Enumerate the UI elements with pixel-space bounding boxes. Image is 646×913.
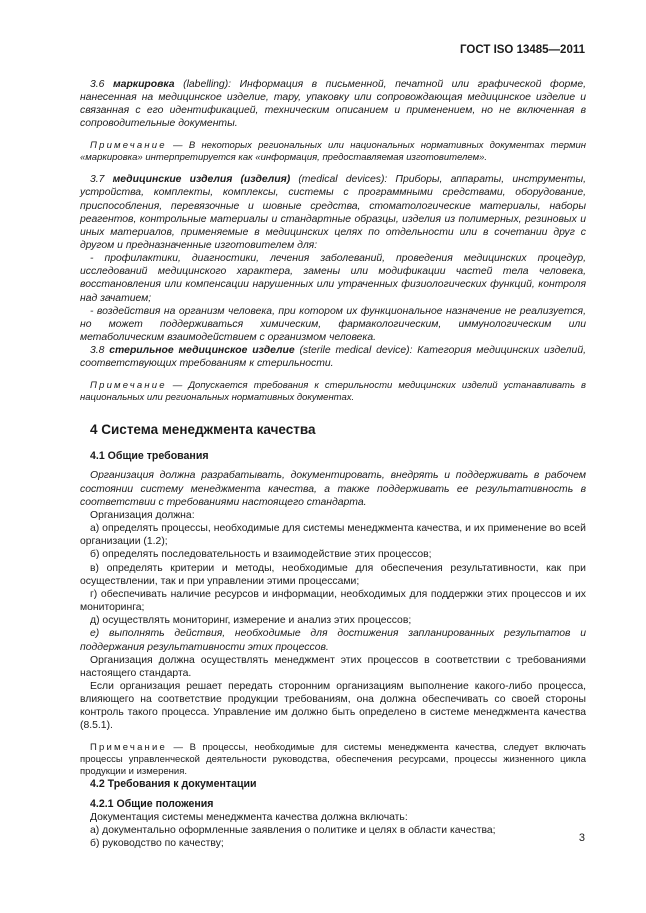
definition-3-7-item: - воздействия на организм человека, при котором их функциональное назначение не реализуется, но может поддерживаться химическим, фармакологическим, иммунологическим или метаболическим взаимодействием с организмом человека. xyxy=(80,305,586,344)
note-4-1 xyxy=(80,742,586,779)
definition-number: 3.6 xyxy=(90,79,105,90)
definition-3-7-item: - профилактики, диагностики, лечения заболеваний, проведения медицинских процедур, исследований медицинского характера, замены или модификации частей тела человека, восстановления или компенсации нарушенных или утраченных физиологических функций, контроля над зачатием; xyxy=(80,253,586,304)
definition-text: (labelling): Информация в письменной, печатной или графической форме, нанесенная на медицинское изделие, тару, упаковку или сопровождающая медицинское изделие и связанная с его идентификацией, техническим описанием и применением, но не включенная в сопроводительные документы. xyxy=(80,79,586,130)
note-label: Примечание xyxy=(90,741,167,753)
section-4-1-must: Организация должна: xyxy=(90,509,195,521)
list-item: е) выполнять действия, необходимые для достижения запланированных результатов и поддержания результативности этих процессов. xyxy=(80,628,586,653)
note-label: Примечание xyxy=(90,139,167,151)
definition-term: стерильное медицинское изделие xyxy=(109,345,295,357)
definition-term: маркировка xyxy=(113,79,175,90)
note-text: — Допускается требования к стерильности медицинских изделий устанавливать в национальных или региональных нормативных документах. xyxy=(80,379,586,403)
section-4-1-paragraph: Организация должна осуществлять менеджмент этих процессов в соответствии с требованиями настоящего стандарта. xyxy=(80,654,586,679)
list-item: д) осуществлять мониторинг, измерение и анализ этих процессов; xyxy=(90,615,412,627)
list-item: а) определять процессы, необходимые для системы менеджмента качества, и их применение во всей организации (1.2); xyxy=(80,523,586,548)
definition-text: (medical devices): Приборы, аппараты, инструменты, устройства, комплекты, комплексы, системы с программными средствами, оборудование, приспособления, перевязочные и шовные средства, стоматологические материалы, наборы реагентов, контрольные материалы и стандартные образцы, изделия из полимерных, резиновых и иных материалов, применяемые в медицинских целях по отдельности или в сочетании друг с другом и предназначенные изготовителем для: xyxy=(80,174,586,251)
definition-text: (sterile medical device): Категория медицинских изделий, соответствующих требованиям к стерильности. xyxy=(80,345,586,370)
definition-3-6 xyxy=(80,78,586,131)
document-header: ГОСТ ISO 13485—2011 xyxy=(460,44,585,56)
list-item: б) определять последовательность и взаимодействие этих процессов; xyxy=(90,549,432,561)
list-item: а) документально оформленные заявления о политике и целях в области качества; xyxy=(90,824,496,836)
section-4-1-paragraph: Если организация решает передать сторонним организациям выполнение какого-либо процесса, влияющего на соответствие продукции требованиям, она должна обеспечивать со своей стороны контроль такого процесса. Управление им должно быть определено в системе менеджмента качества (8.5.1). xyxy=(80,680,586,732)
list-item: б) руководство по качеству; xyxy=(90,838,224,850)
definition-number: 3.8 xyxy=(90,345,105,357)
definition-number: 3.7 xyxy=(90,174,105,186)
section-4-1-title: 4.1 Общие требования xyxy=(90,450,209,463)
section-4-title: 4 Система менеджмента качества xyxy=(90,422,316,438)
note-3-6 xyxy=(80,140,586,165)
note-text: — В процессы, необходимые для системы менеджмента качества, следует включать процессы управленческой деятельности руководства, обеспечения ресурсами, процессы жизненного цикла продукции и измерения. xyxy=(80,741,586,778)
list-item: в) определять критерии и методы, необходимые для обеспечения результативности, как при осуществлении, так и при управлении этими процессами; xyxy=(80,562,586,587)
definition-3-8 xyxy=(80,344,586,370)
section-4-1-intro: Организация должна разрабатывать, документировать, внедрять и поддерживать в рабочем состоянии систему менеджмента качества, а также поддерживать ее результативность в соответствии с требованиями настоящего стандарта. xyxy=(80,470,586,508)
list-item: г) обеспечивать наличие ресурсов и информации, необходимых для поддержки этих процессов и их мониторинга; xyxy=(80,588,586,614)
section-4-2-title: 4.2 Требования к документации xyxy=(90,778,257,791)
note-3-8 xyxy=(80,380,586,405)
note-label: Примечание xyxy=(90,379,167,391)
definition-3-7 xyxy=(80,173,586,252)
definition-term: медицинские изделия (изделия) xyxy=(112,174,291,186)
section-4-2-1-intro: Документация системы менеджмента качества должна включать: xyxy=(90,811,408,823)
page-content xyxy=(80,78,586,850)
note-text: — В некоторых региональных или национальных нормативных документах термин «маркировка» интерпретируется как «информация, предоставляемая изготовителем». xyxy=(80,139,586,163)
page-number: 3 xyxy=(578,832,585,844)
section-4-2-1-title: 4.2.1 Общие положения xyxy=(90,797,214,810)
